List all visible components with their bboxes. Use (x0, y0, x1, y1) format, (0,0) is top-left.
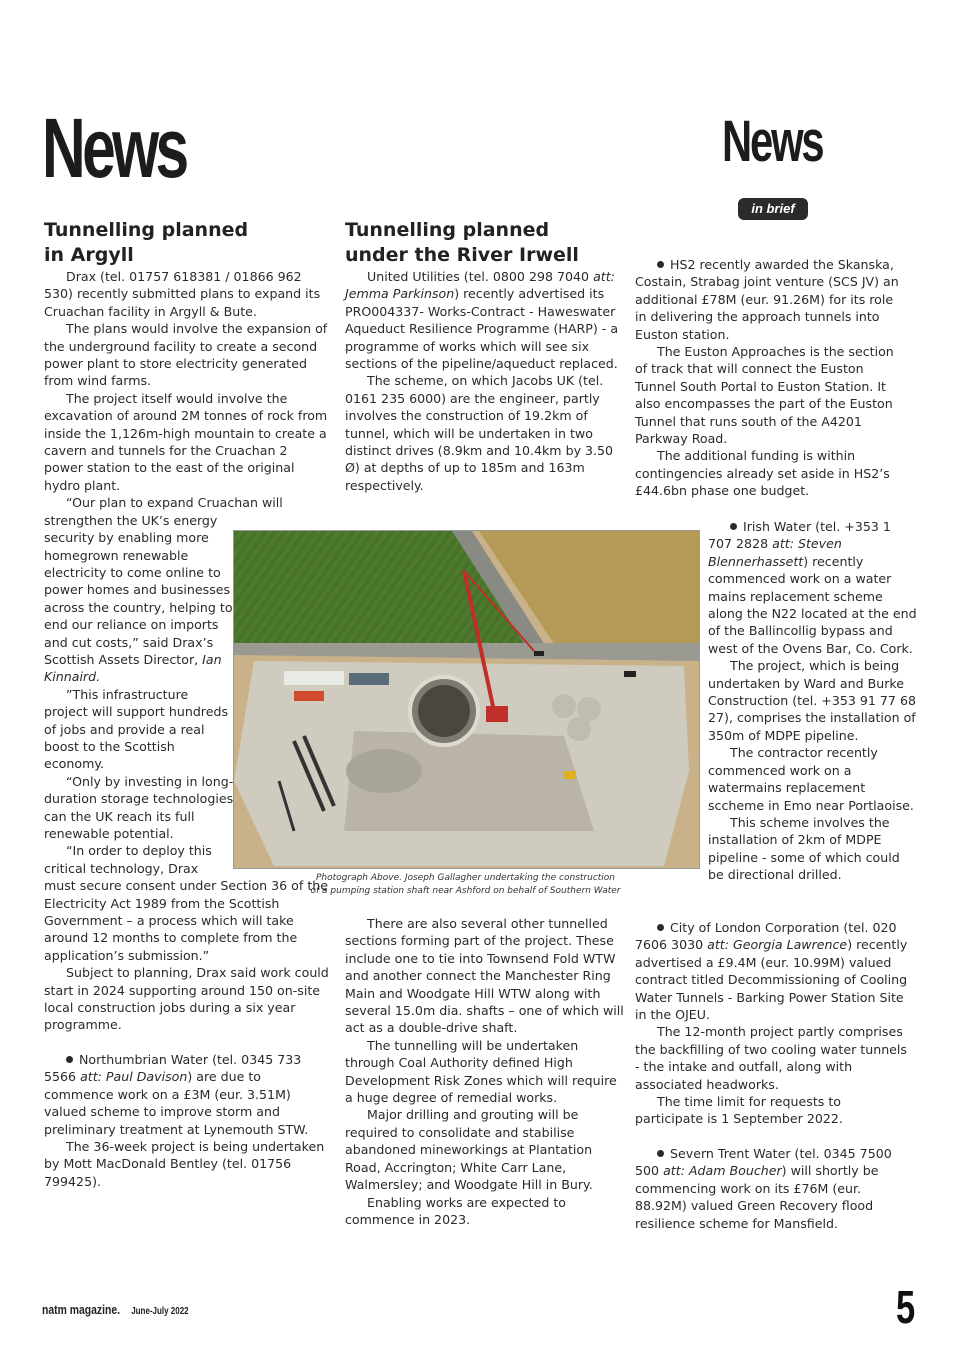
photo-caption: Photograph Above. Joseph Gallagher undertaking the construction of a pumping station shaft near Ashford on behalf of Southern Water (310, 873, 621, 896)
paragraph: The plans would involve the expansion of the underground facility to create a second power plant to store electricity generated from wind farms. (44, 321, 328, 389)
article-heading: Tunnelling planned in Argyll (44, 219, 249, 266)
paragraph: “Our plan to expand Cruachan will (66, 495, 283, 511)
article-irwell-continued (345, 915, 625, 1228)
paragraph: HS2 recently awarded the Skanska, Costain, Strabag joint venture (SCS JV) an additional £78M (eur. 91.26M) for its role in delivering the approach tunnels into Euston station. (635, 257, 899, 342)
paragraph: The tunnelling will be undertaken through Coal Authority defined High Development Risk Zones which will require a huge degree of remedial works. (345, 1037, 617, 1106)
paragraph: The scheme, on which Jacobs UK (tel. 0161 235 6000) are the engineer, partly involves the construction of 19.2km of tunnel, which will be undertaken in two distinct drives (8.9km and 10.4km by 3.50 Ø) at depths of up to 185m and 163m respectively. (345, 373, 614, 493)
paragraph: The 12-month project partly comprises the backfilling of two cooling water tunnels - the intake and outfall, along with associated headworks. (635, 1024, 907, 1092)
issue-date: June-July 2022 (131, 1306, 189, 1317)
news-brief-city-of-london: City of London Corporation (tel. 020 7606 3030 att: Georgia Lawrence) recently advertised a £9.4M (eur. 10.99M) valued contract titled Decommissioning of Cooling Water Tunnels - Barking Power Station Site in the OJEU. (635, 920, 908, 1023)
paragraph: There are also several other tunnelled sections forming part of the project. These include one to tie into Townsend Fold WTW and another connect the Manchester Ring Main and Woodgate Hill WTW along with several 15.0m dia. shafts – one of which will act as a double-drive shaft. (345, 916, 624, 1036)
news-brief-hs2 (635, 256, 907, 500)
paragraph: “In order to deploy this critical technology, Drax (44, 843, 212, 876)
paragraph: The contractor recently commenced work on a watermains replacement sccheme in Emo near Portlaoise. (708, 745, 914, 813)
article-irwell (345, 218, 625, 494)
article-heading: Tunnelling planned under the River Irwell (345, 219, 579, 266)
page-number: 5 (896, 1281, 916, 1333)
news-brief-severn-trent: Severn Trent Water (tel. 0345 7500 500 att: Adam Boucher) will shortly be commencing work on its £76M (eur. 88.92M) valued Green Recovery flood resilience scheme for Mansfield. (635, 1145, 892, 1231)
news-brief-city-severn (635, 919, 910, 1232)
paragraph: The Euston Approaches is the section of track that will connect the Euston Tunnel South Portal to Euston Station. It also encompasses the part of the Euston Tunnel that runs south of the A4201 Parkway Road. (635, 344, 894, 447)
paragraph: Irish Water (tel. +353 1 707 2828 att: Steven Blennerhassett) recently commenced work on a water mains replacement scheme along the N22 located at the end of the Ballincollig bypass and west of the Ovens Bar, Co. Cork. (708, 519, 917, 656)
bullet-icon (657, 1150, 664, 1157)
in-brief-badge: in brief (738, 198, 808, 220)
paragraph: Major drilling and grouting will be required to consolidate and stabilise abandoned mineworkings at Plantation Road, Accrington; White Carr Lane, Walmersley; and Woodgate Hill in Bury. (345, 1107, 593, 1193)
paragraph: The 36-week project is being undertaken by Mott MacDonald Bentley (tel. 01756 799425). (44, 1138, 325, 1189)
paragraph: Subject to planning, Drax said work could start in 2024 supporting around 150 on-site local construction jobs during a six year programme. (44, 965, 329, 1033)
paragraph: ”This infrastructure project will support hundreds of jobs and provide a real boost to the Scottish economy. (44, 686, 229, 772)
article-body (345, 268, 625, 494)
paragraph: The additional funding is within contingencies already set aside in HS2’s £44.6bn phase one budget. (635, 448, 890, 499)
aerial-construction-photo (233, 530, 700, 869)
paragraph: This scheme involves the installation of 2km of MDPE pipeline - some of which could be directional drilled. (708, 814, 900, 883)
bullet-icon (657, 924, 664, 931)
paragraph: strengthen the UK’s energy security by enabling more homegrown renewable electricity to come online to power homes and businesses across the country, helping to end our reliance on imports and cut costs,” said Drax’s Scottish Assets Director, Ian Kinnaird. (44, 512, 233, 685)
bullet-icon (66, 1056, 73, 1063)
paragraph: The time limit for requests to participate is 1 September 2022. (635, 1094, 843, 1127)
paragraph: Enabling works are expected to commence in 2023. (345, 1194, 567, 1227)
paragraph: United Utilities (tel. 0800 298 7040 att: Jemma Parkinson) recently advertised its PRO004337- Works-Contract - Haweswater Aqueduct Resilience Programme (HARP) - a programme of works which will see six sections of the pipeline/aqueduct replaced. (345, 269, 619, 372)
bullet-icon (730, 523, 737, 530)
paragraph: “Only by investing in long-duration storage technologies can the UK reach its full renewable potential. (44, 773, 234, 841)
paragraph: Drax (tel. 01757 618381 / 01866 962 530) recently submitted plans to expand its Cruachan facility in Argyll & Bute. (44, 269, 321, 319)
page-title: News (42, 101, 186, 195)
section-title: News (722, 109, 823, 174)
bullet-icon (657, 261, 664, 268)
paragraph: The project, which is being undertaken by Ward and Burke Construction (tel. +353 91 77 68 27), comprises the installation of 350m of MDPE pipeline. (708, 658, 916, 743)
magazine-name: natm magazine. (42, 1302, 121, 1317)
news-brief-irish-water (708, 518, 918, 884)
news-brief-northumbrian: Northumbrian Water (tel. 0345 733 5566 att: Paul Davison) are due to commence work on a £3M (eur. 3.51M) valued scheme to improve storm and preliminary treatment at Lynemouth STW. (44, 1051, 309, 1137)
footer-magazine (42, 1302, 189, 1317)
paragraph: The project itself would involve the excavation of around 2M tonnes of rock from inside the 1,126m-high mountain to create a cavern and tunnels for the Cruachan 2 power station to the east of the original hydro plant. (44, 390, 328, 493)
paragraph: must secure consent under Section 36 of the Electricity Act 1989 from the Scottish Government – a process which will take around 12 months to complete from the application’s submission.” (44, 878, 328, 963)
